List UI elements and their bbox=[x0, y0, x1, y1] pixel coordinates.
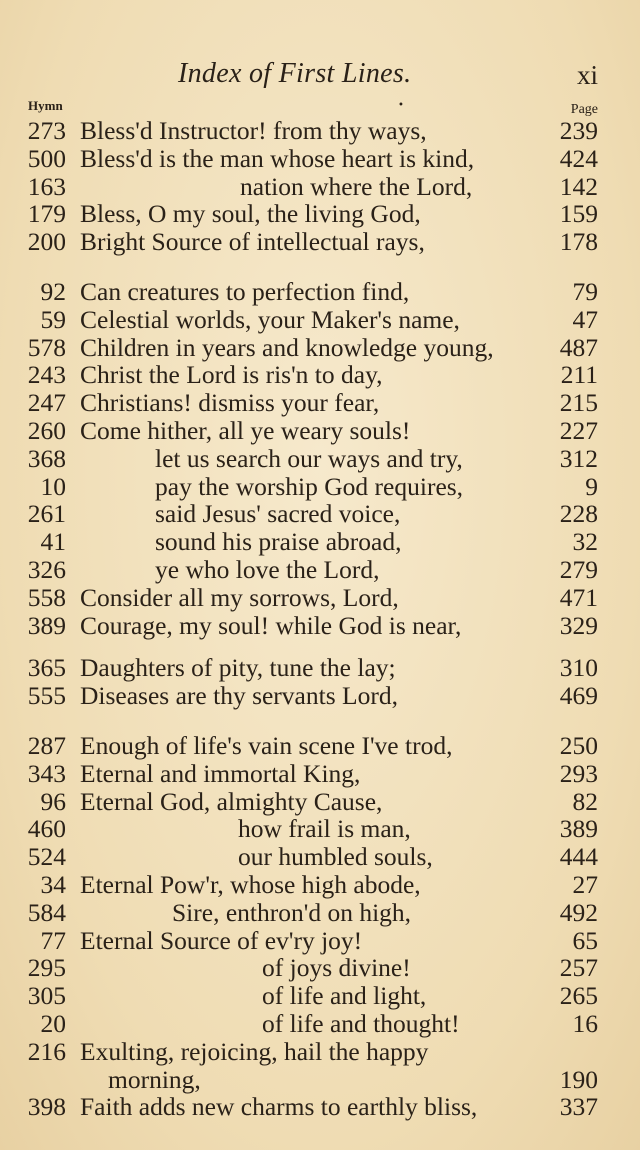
page-ref: 32 bbox=[572, 527, 598, 557]
page-ref: 492 bbox=[559, 897, 598, 927]
index-entry bbox=[0, 982, 640, 1010]
first-line: Exulting, rejoicing, hail the happy bbox=[80, 1036, 429, 1066]
page-ref: 279 bbox=[559, 554, 598, 584]
first-line: Eternal God, almighty Cause, bbox=[80, 786, 383, 816]
page-ref: 471 bbox=[559, 582, 598, 612]
first-line: Daughters of pity, tune the lay; bbox=[80, 653, 396, 683]
index-entry bbox=[0, 954, 640, 982]
hymn-column-heading: Hymn bbox=[28, 98, 63, 113]
page-ref: 211 bbox=[560, 360, 598, 390]
page-ref: 82 bbox=[572, 786, 598, 816]
page-ref: 16 bbox=[572, 1008, 598, 1038]
page-ref: 293 bbox=[559, 758, 598, 788]
page-ref: 312 bbox=[559, 443, 598, 473]
page-ref: 444 bbox=[559, 842, 598, 872]
hymn-number: 305 bbox=[27, 981, 66, 1011]
page-ref: 239 bbox=[559, 116, 598, 145]
index-entry bbox=[0, 760, 640, 788]
first-line: Consider all my sorrows, Lord, bbox=[80, 582, 399, 612]
index-entry bbox=[0, 556, 640, 584]
hymn-number: 163 bbox=[27, 171, 66, 201]
first-line: let us search our ways and try, bbox=[155, 443, 463, 473]
print-mark: • bbox=[398, 100, 404, 111]
first-line: Can creatures to perfection find, bbox=[80, 276, 410, 306]
index-entry bbox=[0, 871, 640, 899]
index-entry bbox=[0, 145, 640, 173]
page-ref: 178 bbox=[559, 227, 598, 257]
index-entry bbox=[0, 732, 640, 760]
page-ref: 424 bbox=[559, 143, 598, 173]
first-line: Celestial worlds, your Maker's name, bbox=[80, 304, 460, 334]
index-entry bbox=[0, 173, 640, 201]
section-gap bbox=[0, 710, 640, 732]
hymn-number: 295 bbox=[27, 953, 66, 983]
first-line: Bless'd Instructor! from thy ways, bbox=[80, 116, 427, 145]
index-entry bbox=[0, 584, 640, 612]
hymn-number: 200 bbox=[27, 227, 66, 257]
hymn-number: 287 bbox=[27, 730, 66, 760]
page-ref: 79 bbox=[572, 276, 598, 306]
index-entry-continuation bbox=[0, 1066, 640, 1094]
index-entry bbox=[0, 306, 640, 334]
index-entry bbox=[0, 278, 640, 306]
index-entry bbox=[0, 843, 640, 871]
page-ref: 47 bbox=[572, 304, 598, 334]
first-line: Eternal Pow'r, whose high abode, bbox=[80, 869, 421, 899]
first-line: Christ the Lord is ris'n to day, bbox=[80, 360, 383, 390]
hymn-number: 77 bbox=[40, 925, 66, 955]
hymn-number: 10 bbox=[40, 471, 66, 501]
first-line: said Jesus' sacred voice, bbox=[155, 499, 401, 529]
first-line: Courage, my soul! while God is near, bbox=[80, 610, 462, 640]
hymn-number: 584 bbox=[27, 897, 66, 927]
hymn-number: 368 bbox=[27, 443, 66, 473]
index-entry bbox=[0, 389, 640, 417]
first-line: Diseases are thy servants Lord, bbox=[80, 681, 398, 711]
page-ref: 329 bbox=[559, 610, 598, 640]
page-ref: 487 bbox=[559, 332, 598, 362]
first-line: Bright Source of intellectual rays, bbox=[80, 227, 425, 257]
first-line: of life and thought! bbox=[262, 1008, 460, 1038]
first-line: Eternal Source of ev'ry joy! bbox=[80, 925, 363, 955]
index-entry bbox=[0, 1010, 640, 1038]
first-line: our humbled souls, bbox=[238, 842, 433, 872]
index-entry bbox=[0, 815, 640, 843]
hymn-number: 398 bbox=[27, 1092, 66, 1122]
first-line: Faith adds new charms to earthly bliss, bbox=[80, 1092, 478, 1122]
first-line: Bless, O my soul, the living God, bbox=[80, 199, 421, 229]
hymn-number: 216 bbox=[27, 1036, 66, 1066]
hymn-number: 34 bbox=[40, 869, 66, 899]
hymn-number: 247 bbox=[27, 388, 66, 418]
hymn-number: 243 bbox=[27, 360, 66, 390]
first-line: of life and light, bbox=[262, 981, 427, 1011]
index-entry bbox=[0, 117, 640, 145]
hymn-number: 365 bbox=[27, 653, 66, 683]
index-entry bbox=[0, 500, 640, 528]
page-ref: 142 bbox=[559, 171, 598, 201]
hymn-number: 555 bbox=[27, 681, 66, 711]
first-line: pay the worship God requires, bbox=[155, 471, 464, 501]
hymn-number: 20 bbox=[40, 1008, 66, 1038]
index-entry bbox=[0, 417, 640, 445]
first-line: how frail is man, bbox=[238, 814, 411, 844]
index-entry bbox=[0, 899, 640, 927]
index-entry bbox=[0, 228, 640, 256]
hymn-number: 179 bbox=[27, 199, 66, 229]
page-ref: 310 bbox=[559, 653, 598, 683]
hymn-number: 558 bbox=[27, 582, 66, 612]
first-line: Come hither, all ye weary souls! bbox=[80, 415, 411, 445]
page-number: xi bbox=[576, 60, 598, 90]
index-entry bbox=[0, 612, 640, 640]
index-list bbox=[0, 117, 640, 1121]
index-entry bbox=[0, 927, 640, 955]
page-ref: 337 bbox=[559, 1092, 598, 1122]
hymn-number: 326 bbox=[27, 554, 66, 584]
section-gap bbox=[0, 256, 640, 278]
hymn-number: 500 bbox=[27, 143, 66, 173]
hymn-number: 59 bbox=[40, 304, 66, 334]
page-ref: 215 bbox=[559, 388, 598, 418]
page-ref: 469 bbox=[559, 681, 598, 711]
hymn-number: 389 bbox=[27, 610, 66, 640]
index-entry bbox=[0, 788, 640, 816]
page-ref: 257 bbox=[559, 953, 598, 983]
hymn-number: 261 bbox=[27, 499, 66, 529]
page-ref: 389 bbox=[559, 814, 598, 844]
index-entry bbox=[0, 528, 640, 556]
index-entry bbox=[0, 682, 640, 710]
page-ref: 228 bbox=[559, 499, 598, 529]
first-line: Bless'd is the man whose heart is kind, bbox=[80, 143, 475, 173]
page-ref: 65 bbox=[572, 925, 598, 955]
index-entry bbox=[0, 334, 640, 362]
hymn-number: 41 bbox=[40, 527, 66, 557]
hymn-number: 92 bbox=[40, 276, 66, 306]
index-entry bbox=[0, 1038, 640, 1066]
index-entry bbox=[0, 1093, 640, 1121]
index-entry bbox=[0, 200, 640, 228]
page-ref: 27 bbox=[572, 869, 598, 899]
page-column-heading: Page bbox=[570, 102, 598, 117]
first-line: Enough of life's vain scene I've trod, bbox=[80, 730, 453, 760]
page-ref: 227 bbox=[559, 415, 598, 445]
index-entry bbox=[0, 473, 640, 501]
section-gap bbox=[0, 639, 640, 654]
index-entry bbox=[0, 361, 640, 389]
index-entry bbox=[0, 654, 640, 682]
hymn-number: 96 bbox=[40, 786, 66, 816]
first-line: ye who love the Lord, bbox=[155, 554, 380, 584]
page-ref: 265 bbox=[559, 981, 598, 1011]
hymn-number: 524 bbox=[27, 842, 66, 872]
first-line: Sire, enthron'd on high, bbox=[172, 897, 412, 927]
first-line: nation where the Lord, bbox=[240, 171, 473, 201]
page-header bbox=[0, 58, 640, 98]
index-entry bbox=[0, 445, 640, 473]
hymn-number: 260 bbox=[27, 415, 66, 445]
page-ref: 250 bbox=[559, 730, 598, 760]
first-line: of joys divine! bbox=[262, 953, 411, 983]
first-line: morning, bbox=[108, 1064, 201, 1094]
hymn-number: 578 bbox=[27, 332, 66, 362]
hymn-number: 460 bbox=[27, 814, 66, 844]
page-ref: 190 bbox=[559, 1064, 598, 1094]
hymn-number: 273 bbox=[27, 116, 66, 145]
page-ref: 9 bbox=[585, 471, 598, 501]
hymn-number: 343 bbox=[27, 758, 66, 788]
first-line: Eternal and immortal King, bbox=[80, 758, 361, 788]
first-line: Christians! dismiss your fear, bbox=[80, 388, 380, 418]
page-ref: 159 bbox=[559, 199, 598, 229]
first-line: sound his praise abroad, bbox=[155, 527, 402, 557]
page-title: Index of First Lines. bbox=[178, 58, 412, 89]
first-line: Children in years and knowledge young, bbox=[80, 332, 494, 362]
